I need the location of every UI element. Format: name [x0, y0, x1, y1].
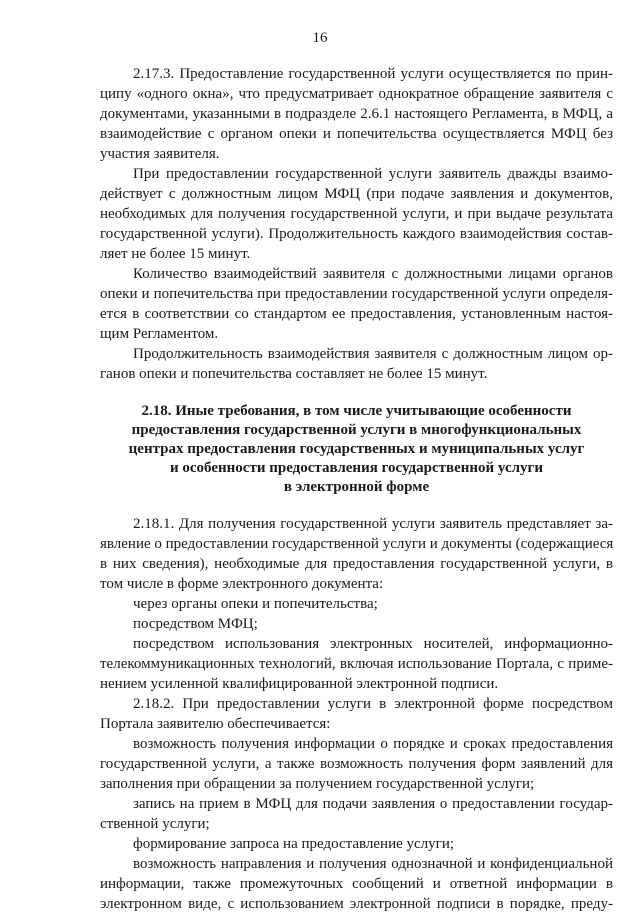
- paragraph-line: 2.17.3. Предоставление государственной услуги осуществляется по прин-: [133, 66, 613, 82]
- paragraph-line: информации, также промежуточных сообщений и ответной информации в: [100, 876, 613, 892]
- paragraph-line: возможность получения информации о порядке и сроках предоставления: [133, 736, 613, 752]
- paragraph-line: запись на прием в МФЦ для подачи заявления о предоставлении государ-: [133, 796, 613, 812]
- paragraph-line: опеки и попечительства при предоставлении государственной услуги определя-: [100, 286, 613, 302]
- paragraph-line: заполнения при обращении за получением государственной услуги;: [100, 776, 535, 792]
- paragraph-line: нением усиленной квалифицированной электронной подписи.: [100, 676, 499, 692]
- paragraph-line: государственной услуги, а также возможность получения форм заявлений для: [100, 756, 613, 772]
- list-item: посредством МФЦ;: [133, 616, 258, 632]
- paragraph-line: в них сведения), необходимые для предоставления государственной услуги, в: [100, 556, 613, 572]
- paragraph-line: документами, указанными в подразделе 2.6.1 настоящего Регламента, в МФЦ, а: [100, 106, 613, 122]
- paragraph-line: ется в соответствии со стандартом ее предоставления, установленным настоя-: [100, 306, 613, 322]
- paragraph-line: действует с должностным лицом МФЦ (при подаче заявления и документов,: [100, 186, 613, 202]
- page-number: 16: [312, 30, 328, 46]
- paragraph-line: Портала заявителю обеспечивается:: [100, 716, 331, 732]
- section-heading-line: и особенности предоставления государственной услуги: [170, 460, 543, 476]
- paragraph-line: электронном виде, с использованием электронной подписи в порядке, преду-: [100, 896, 613, 912]
- section-heading-line: предоставления государственной услуги в многофункциональных: [131, 422, 582, 438]
- paragraph-line: явление о предоставлении государственной услуги и документы (содержащиеся: [100, 536, 614, 552]
- section-heading-line: в электронной форме: [283, 479, 430, 495]
- paragraph-line: телекоммуникационных технологий, включая использование Портала, с приме-: [100, 656, 613, 672]
- paragraph-line: том числе в форме электронного документа:: [100, 576, 384, 592]
- list-item: через органы опеки и попечительства;: [133, 596, 378, 612]
- paragraph-line: Количество взаимодействий заявителя с должностными лицами органов: [133, 266, 613, 282]
- paragraph-line: 2.18.2. При предоставлении услуги в электронной форме посредством: [133, 696, 613, 712]
- paragraph-line: щим Регламентом.: [100, 326, 219, 342]
- paragraph-line: государственной услуги). Продолжительность каждого взаимодействия состав-: [100, 226, 613, 242]
- section-heading-line: 2.18. Иные требования, в том числе учитывающие особенности: [141, 403, 572, 419]
- paragraph-line: Продолжительность взаимодействия заявителя с должностным лицом ор-: [133, 346, 613, 362]
- paragraph-line: участия заявителя.: [100, 146, 220, 162]
- paragraph-line: ляет не более 15 минут.: [100, 246, 251, 262]
- paragraph-line: взаимодействие с органом опеки и попечительства осуществляется МФЦ без: [100, 126, 613, 142]
- paragraph-line: возможность направления и получения однозначной и конфиденциальной: [133, 856, 613, 872]
- paragraph-line: необходимых для получения государственной услуги, и при выдаче результата: [100, 206, 613, 222]
- paragraph-line: При предоставлении государственной услуги заявитель дважды взаимо-: [133, 166, 613, 182]
- paragraph-line: ственной услуги;: [100, 816, 210, 832]
- section-heading-line: центрах предоставления государственных и муниципальных услуг: [128, 441, 585, 457]
- paragraph-line: ципу «одного окна», что предусматривает однократное обращение заявителя с: [100, 86, 613, 102]
- paragraph-line: 2.18.1. Для получения государственной услуги заявитель представляет за-: [133, 516, 613, 532]
- paragraph-line: ганов опеки и попечительства составляет не более 15 минут.: [100, 366, 488, 382]
- paragraph-line: посредством использования электронных носителей, информационно-: [133, 636, 613, 652]
- list-item: формирование запроса на предоставление услуги;: [133, 836, 455, 852]
